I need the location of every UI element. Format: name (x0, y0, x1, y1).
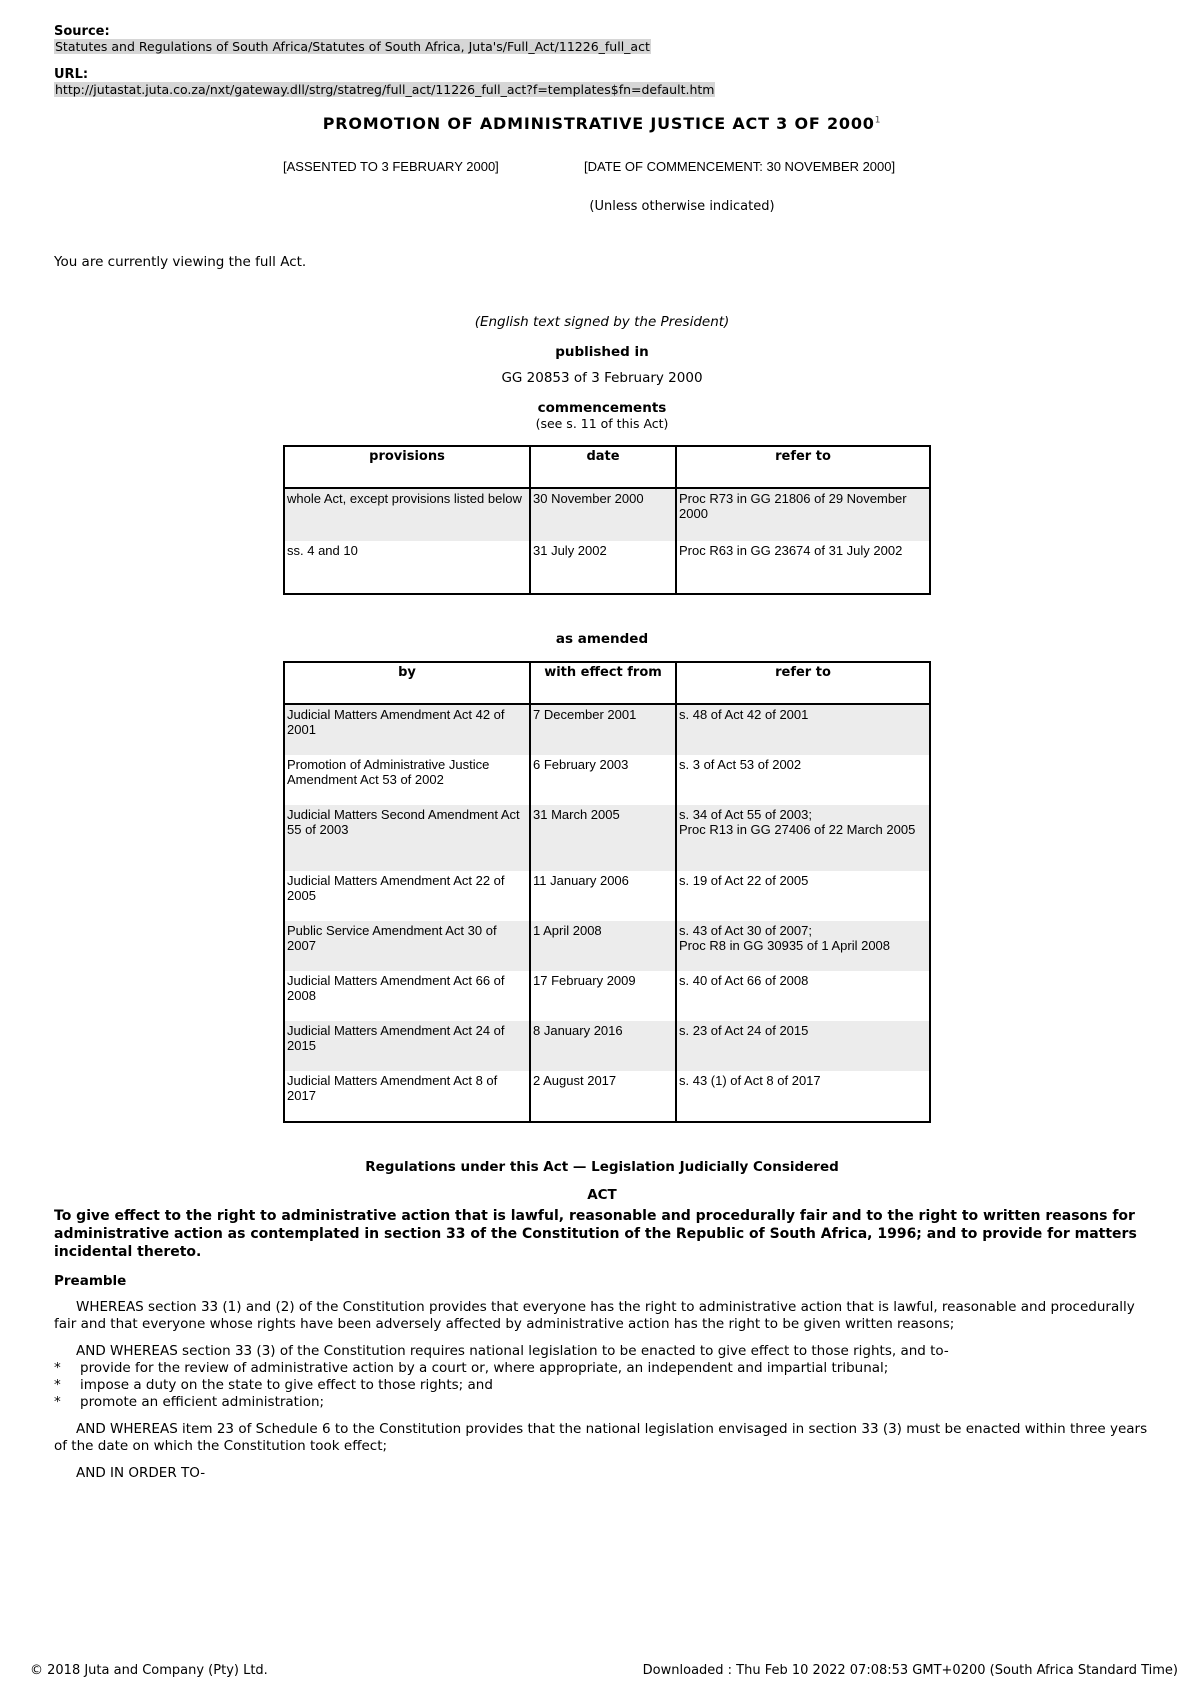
act-title (54, 114, 1150, 133)
table-cell: Judicial Matters Amendment Act 66 of 2008 (284, 971, 530, 1021)
table-cell: s. 43 of Act 30 of 2007; Proc R8 in GG 30935 of 1 April 2008 (676, 921, 930, 971)
table-cell: Judicial Matters Amendment Act 42 of 2001 (284, 704, 530, 755)
table-cell: Judicial Matters Amendment Act 22 of 2005 (284, 871, 530, 921)
viewing-note: You are currently viewing the full Act. (54, 254, 307, 270)
column-header: refer to (676, 446, 930, 488)
table-cell: s. 3 of Act 53 of 2002 (679, 757, 802, 772)
column-header: by (284, 662, 530, 704)
preamble-bullet-list (54, 1360, 1150, 1411)
table-cell: Judicial Matters Amendment Act 8 of 2017 (284, 1071, 530, 1122)
amendment-table (283, 661, 931, 1123)
table-cell: Judicial Matters Amendment Act 24 of 2015 (284, 1021, 530, 1071)
table-cell: 30 November 2000 (530, 488, 676, 541)
column-header: date (530, 446, 676, 488)
table-cell: 31 March 2005 (530, 805, 676, 871)
footer-copyright: © 2018 Juta and Company (Pty) Ltd. (30, 1663, 268, 1678)
english-text-note: (English text signed by the President) (474, 314, 730, 330)
commencement-date: [DATE OF COMMENCEMENT: 30 NOVEMBER 2000] (584, 159, 896, 174)
commencement-table (283, 445, 931, 595)
table-cell: Proc R63 in GG 23674 of 31 July 2002 (679, 543, 903, 558)
commencements-label: commencements (537, 400, 667, 416)
table-cell: s. 19 of Act 22 of 2005 (679, 873, 809, 888)
list-item: * promote an efficient administration; (54, 1394, 325, 1410)
table-cell: Judicial Matters Second Amendment Act 55 of 2003 (284, 805, 530, 871)
table-cell: s. 23 of Act 24 of 2015 (676, 1021, 930, 1071)
published-in-value: GG 20853 of 3 February 2000 (501, 370, 703, 386)
bullet-star: * (54, 1360, 61, 1376)
table-row (284, 971, 930, 1021)
table-row (284, 704, 930, 755)
table-cell: Public Service Amendment Act 30 of 2007 (284, 921, 530, 971)
table-row (284, 1021, 930, 1071)
table-cell: 7 December 2001 (530, 704, 676, 755)
preamble-paragraph-2: AND WHEREAS section 33 (3) of the Constitution requires national legislation to be enacted to give effect to those rights, and to- (76, 1343, 949, 1359)
assented-date: [ASSENTED TO 3 FEBRUARY 2000] (283, 159, 499, 174)
column-header: refer to (676, 662, 930, 704)
act-label: ACT (587, 1187, 617, 1203)
source-value: Statutes and Regulations of South Africa/Statutes of South Africa, Juta's/Full_Act/11226_full_act (55, 39, 650, 54)
table-cell: 8 January 2016 (530, 1021, 676, 1071)
table-cell: s. 40 of Act 66 of 2008 (679, 973, 809, 988)
table-row (284, 871, 930, 921)
table-cell: 11 January 2006 (530, 871, 676, 921)
url-label: URL: (54, 67, 89, 82)
column-header: provisions (284, 446, 530, 488)
url-link[interactable]: http://jutastat.juta.co.za/nxt/gateway.dll/strg/statreg/full_act/11226_full_act?f=templates$fn=default.htm (55, 82, 715, 97)
table-cell: 31 July 2002 (530, 541, 676, 594)
commencements-see: (see s. 11 of this Act) (535, 416, 669, 431)
table-row (284, 488, 930, 541)
table-cell: Proc R73 in GG 21806 of 29 November 2000 (676, 488, 930, 541)
as-amended-label: as amended (555, 631, 649, 647)
list-item: * provide for the review of administrative action by a court or, where appropriate, an independent and impartial tribunal; (54, 1360, 889, 1376)
table-row (284, 921, 930, 971)
document-page (54, 24, 1150, 1482)
published-in-label: published in (555, 344, 649, 360)
column-header: with effect from (530, 662, 676, 704)
table-cell: 17 February 2009 (530, 971, 676, 1021)
table-row (284, 755, 930, 805)
act-long-title: To give effect to the right to administrative action that is lawful, reasonable and procedurally fair and to the right to written reasons for administrative action as contemplated in section 33 of the Constitution of the Republic of South Africa, 1996; and to provide for matters incidental thereto. (54, 1208, 1137, 1260)
table-cell: Promotion of Administrative Justice Amendment Act 53 of 2002 (284, 755, 530, 805)
table-cell: whole Act, except provisions listed below (284, 488, 530, 541)
table-cell: 1 April 2008 (530, 921, 676, 971)
table-header-row (284, 446, 930, 488)
table-cell: 6 February 2003 (530, 755, 676, 805)
assent-row (54, 159, 1150, 181)
preamble-paragraph-3: AND WHEREAS item 23 of Schedule 6 to the Constitution provides that the national legislation envisaged in section 33 (3) must be enacted within three years of the date on which the Constitution took effect; (54, 1421, 1148, 1454)
table-cell: ss. 4 and 10 (284, 541, 530, 594)
preamble-paragraph-4: AND IN ORDER TO- (76, 1465, 206, 1481)
preamble-heading: Preamble (54, 1273, 127, 1289)
bullet-star: * (54, 1394, 61, 1410)
preamble-paragraph-1: WHEREAS section 33 (1) and (2) of the Constitution provides that everyone has the right to administrative action that is lawful, reasonable and procedurally fair and that everyone whose rights have been adversely affected by administrative action has the right to be given written reasons; (54, 1299, 1135, 1332)
table-row (284, 1071, 930, 1122)
list-item: * impose a duty on the state to give effect to those rights; and (54, 1377, 493, 1393)
table-row (284, 541, 930, 594)
table-row (284, 805, 930, 871)
footer-downloaded: Downloaded : Thu Feb 10 2022 07:08:53 GMT+0200 (South Africa Standard Time) (642, 1663, 1178, 1678)
act-title-text: PROMOTION OF ADMINISTRATIVE JUSTICE ACT 3 OF 2000 (322, 114, 875, 133)
table-cell: s. 34 of Act 55 of 2003; Proc R13 in GG 27406 of 22 March 2005 (676, 805, 930, 871)
table-cell: s. 43 (1) of Act 8 of 2017 (679, 1073, 821, 1088)
table-cell: 2 August 2017 (530, 1071, 676, 1122)
table-header-row (284, 662, 930, 704)
bullet-star: * (54, 1377, 61, 1393)
source-label: Source: (54, 24, 110, 39)
unless-note: (Unless otherwise indicated) (589, 199, 775, 214)
regulations-links[interactable]: Regulations under this Act — Legislation Judicially Considered (365, 1159, 839, 1175)
table-cell: s. 48 of Act 42 of 2001 (676, 704, 930, 755)
title-footnote-link[interactable]: 1 (874, 115, 882, 126)
